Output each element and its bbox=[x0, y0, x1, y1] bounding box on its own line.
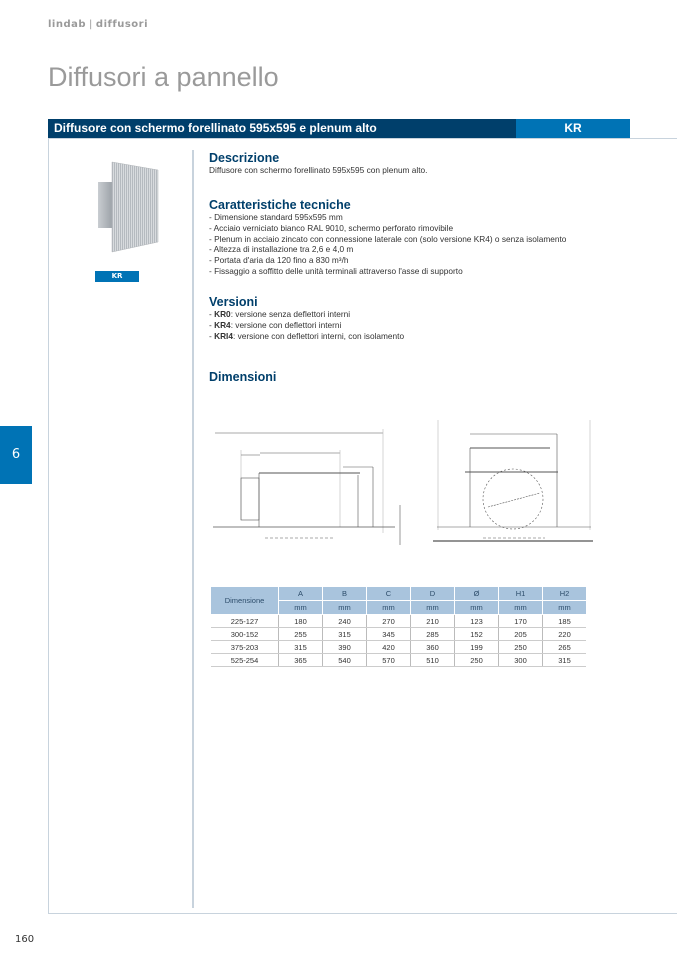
list-item: - Fissaggio a soffitto delle unità terminali attraverso l'asse di supporto bbox=[209, 265, 463, 276]
table-cell: 210 bbox=[411, 615, 455, 628]
description-text: Diffusore con schermo forellinato 595x595 con plenum alto. bbox=[209, 165, 428, 175]
versions-section bbox=[209, 295, 404, 341]
list-item: - KR4: versione con deflettori interni bbox=[209, 319, 342, 330]
column-unit: mm bbox=[411, 601, 455, 615]
table-cell: 285 bbox=[411, 628, 455, 641]
chapter-tab[interactable]: 6 bbox=[0, 426, 32, 484]
column-header: C bbox=[367, 587, 411, 601]
description-heading: Descrizione bbox=[209, 151, 280, 165]
column-header: D bbox=[411, 587, 455, 601]
section-name: diffusori bbox=[95, 19, 149, 30]
column-unit: mm bbox=[455, 601, 499, 615]
table-cell: 265 bbox=[543, 641, 587, 654]
table-cell: 390 bbox=[323, 641, 367, 654]
list-item: - Plenum in acciaio zincato con connessione laterale con (solo versione KR4) o senza isolamento bbox=[209, 233, 567, 244]
list-item: - Dimensione standard 595x595 mm bbox=[209, 212, 343, 222]
side-view-drawing bbox=[213, 429, 400, 545]
brand-name: lindab bbox=[48, 19, 87, 30]
table-cell: 225-127 bbox=[211, 615, 279, 628]
table-cell: 360 bbox=[411, 641, 455, 654]
column-header: H2 bbox=[543, 587, 587, 601]
column-unit: mm bbox=[367, 601, 411, 615]
technical-section bbox=[209, 198, 566, 277]
column-unit: mm bbox=[323, 601, 367, 615]
table-cell: 220 bbox=[543, 628, 587, 641]
table-cell: 270 bbox=[367, 615, 411, 628]
table-cell: 365 bbox=[279, 654, 323, 667]
column-unit: mm bbox=[543, 601, 587, 615]
table-cell: 315 bbox=[543, 654, 587, 667]
product-code-banner: KR bbox=[516, 119, 630, 138]
table-cell: 152 bbox=[455, 628, 499, 641]
table-cell: 420 bbox=[367, 641, 411, 654]
column-header: B bbox=[323, 587, 367, 601]
column-header: Dimensione bbox=[211, 587, 279, 615]
table-cell: 205 bbox=[499, 628, 543, 641]
table-cell: 345 bbox=[367, 628, 411, 641]
list-item: - Portata d'aria da 120 fino a 830 m³/h bbox=[209, 255, 349, 266]
versions-list bbox=[209, 309, 404, 341]
divider bbox=[48, 913, 677, 914]
product-banner: Diffusore con schermo forellinato 595x595 e plenum alto bbox=[48, 119, 516, 138]
product-image bbox=[80, 150, 160, 260]
list-item: - Altezza di installazione tra 2,6 e 4,0 m bbox=[209, 244, 354, 255]
dimensions-section bbox=[209, 370, 276, 384]
table-cell: 525-254 bbox=[211, 654, 279, 667]
technical-drawing bbox=[205, 405, 605, 550]
table-cell: 240 bbox=[323, 615, 367, 628]
page-title: Diffusori a pannello bbox=[48, 62, 279, 92]
brand-header: lindab | diffusori bbox=[48, 19, 149, 30]
front-view-drawing bbox=[433, 420, 593, 541]
table-row bbox=[211, 654, 586, 667]
table-row bbox=[211, 628, 586, 641]
divider bbox=[48, 138, 677, 139]
dimensions-heading: Dimensioni bbox=[209, 370, 277, 384]
list-item: - KRI4: versione con deflettori interni, con isolamento bbox=[209, 330, 405, 341]
dimensions-table bbox=[211, 587, 586, 667]
table-cell: 375-203 bbox=[211, 641, 279, 654]
table-cell: 510 bbox=[411, 654, 455, 667]
column-unit: mm bbox=[279, 601, 323, 615]
list-item: - KR0: versione senza deflettori interni bbox=[209, 309, 351, 319]
table-cell: 123 bbox=[455, 615, 499, 628]
versions-heading: Versioni bbox=[209, 295, 258, 309]
table-row bbox=[211, 615, 586, 628]
table-cell: 315 bbox=[323, 628, 367, 641]
table-header-row bbox=[211, 587, 586, 601]
list-item: - Acciaio verniciato bianco RAL 9010, schermo perforato rimovibile bbox=[209, 222, 454, 233]
divider bbox=[48, 138, 49, 914]
table-cell: 315 bbox=[279, 641, 323, 654]
description-section bbox=[209, 151, 427, 176]
column-header: H1 bbox=[499, 587, 543, 601]
table-cell: 250 bbox=[455, 654, 499, 667]
table-row bbox=[211, 641, 586, 654]
page-number: 160 bbox=[15, 934, 35, 945]
technical-list bbox=[209, 212, 566, 277]
column-header: A bbox=[279, 587, 323, 601]
product-badge: KR bbox=[95, 271, 139, 282]
table-cell: 199 bbox=[455, 641, 499, 654]
technical-heading: Caratteristiche tecniche bbox=[209, 198, 351, 212]
table-cell: 540 bbox=[323, 654, 367, 667]
table-cell: 255 bbox=[279, 628, 323, 641]
table-cell: 170 bbox=[499, 615, 543, 628]
table-cell: 250 bbox=[499, 641, 543, 654]
table-cell: 300 bbox=[499, 654, 543, 667]
column-header: Ø bbox=[455, 587, 499, 601]
table-cell: 570 bbox=[367, 654, 411, 667]
table-cell: 300-152 bbox=[211, 628, 279, 641]
table-cell: 185 bbox=[543, 615, 587, 628]
column-unit: mm bbox=[499, 601, 543, 615]
divider bbox=[192, 150, 194, 908]
table-cell: 180 bbox=[279, 615, 323, 628]
